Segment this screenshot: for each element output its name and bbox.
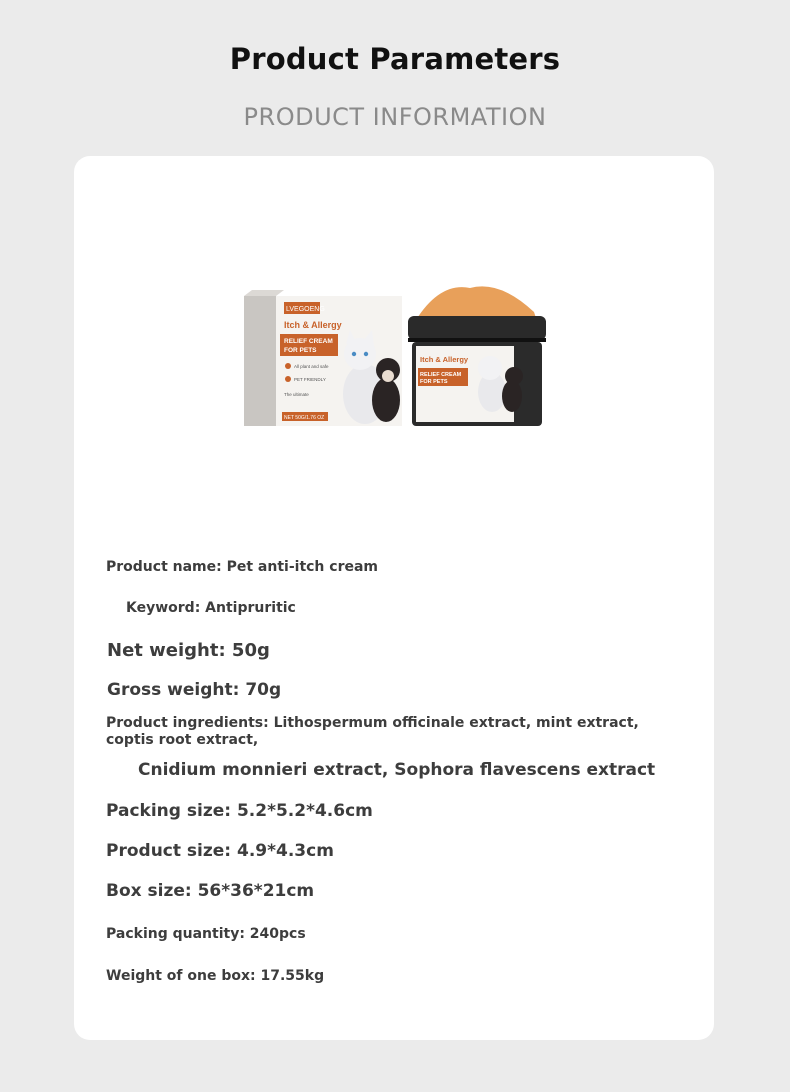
spec-product-size: Product size: 4.9*4.3cm — [106, 841, 334, 861]
spec-ingredients: Product ingredients: Lithospermum officinale extract, mint extract, coptis root extract, — [106, 715, 639, 748]
page-subtitle: PRODUCT INFORMATION — [243, 103, 547, 131]
spec-keyword: Keyword: Antipruritic — [126, 600, 296, 616]
box-side — [244, 296, 276, 426]
spec-packing-size: Packing size: 5.2*5.2*4.6cm — [106, 801, 373, 821]
svg-text:FOR PETS: FOR PETS — [284, 347, 317, 354]
spec-ingredients-cont: Cnidium monnieri extract, Sophora flavescens extract — [138, 760, 656, 780]
box-bullet-1: All plant and safe — [294, 364, 329, 369]
product-image — [240, 272, 552, 432]
svg-text:RELIEF CREAM: RELIEF CREAM — [284, 338, 333, 345]
box-bullet-2: PET FRIENDLY — [294, 377, 326, 382]
spec-net-weight: Net weight: 50g — [107, 640, 270, 661]
box-brand: LVEGOENG — [286, 306, 325, 313]
svg-text:RELIEF CREAM: RELIEF CREAM — [420, 372, 462, 378]
jar-lid — [408, 316, 546, 340]
box-headline: Itch & Allergy — [284, 320, 342, 330]
spec-packing-quantity: Packing quantity: 240pcs — [106, 926, 306, 942]
spec-box-size: Box size: 56*36*21cm — [106, 881, 315, 901]
jar-headline: Itch & Allergy — [420, 355, 469, 364]
spec-product-name: Product name: Pet anti-itch cream — [106, 559, 379, 575]
svg-text:The ultimate: The ultimate — [284, 392, 309, 397]
spec-box-weight: Weight of one box: 17.55kg — [106, 968, 325, 984]
svg-text:FOR PETS: FOR PETS — [420, 379, 448, 385]
page-title: Product Parameters — [229, 42, 561, 76]
spec-gross-weight: Gross weight: 70g — [107, 680, 282, 700]
box-net: NET 50G/1.76 OZ — [284, 415, 325, 421]
